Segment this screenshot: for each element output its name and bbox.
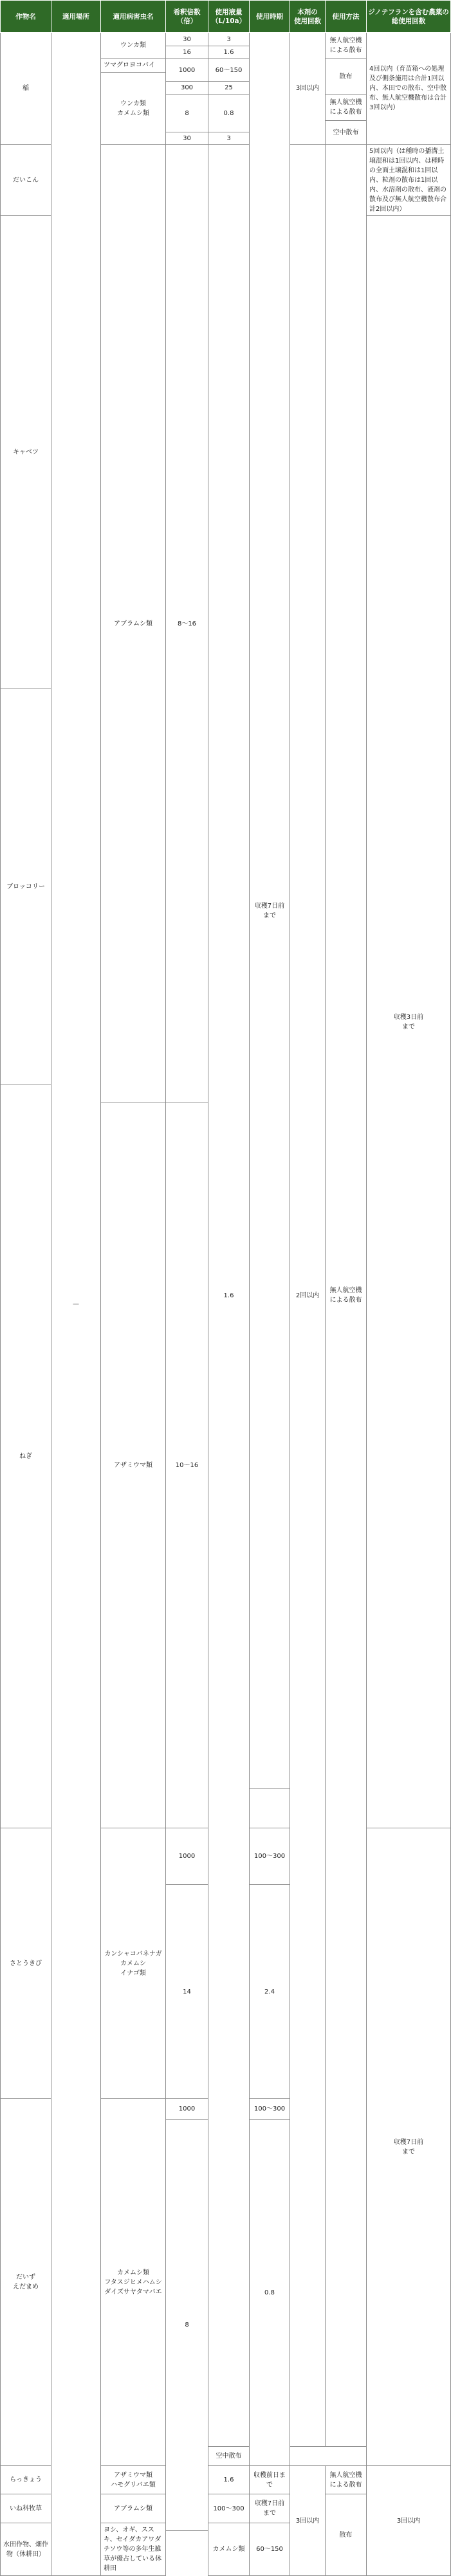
- dilution-cell: 1000: [166, 2099, 208, 2120]
- timing-cell: 収穫7日前 まで: [250, 33, 290, 1789]
- crop-cell: ねぎ: [1, 1085, 51, 1828]
- crop-cell: だいず えだまめ: [1, 2099, 51, 2466]
- header-row: [1, 1, 451, 33]
- pest-cell: ウンカ類 カメムシ類: [101, 73, 166, 145]
- pest-cell: カンシャコバネナガカメムシ イナゴ類: [101, 1828, 166, 2099]
- volume-cell: 1.6: [208, 2466, 250, 2494]
- header-count: 本剤の 使用回数: [290, 1, 326, 33]
- method-cell: 無人航空機 による散布: [326, 2466, 367, 2494]
- pest-cell: カメムシ類 フタスジヒメハムシ ダイズサヤタマバエ: [101, 2099, 166, 2466]
- dilution-cell: 300: [166, 82, 208, 95]
- volume-cell: 100〜300: [250, 2099, 290, 2120]
- volume-cell: 0.8: [208, 95, 250, 132]
- pest-cell: アザミウマ類 ハモグリバエ類: [101, 2466, 166, 2494]
- dilution-cell: 8: [166, 2120, 208, 2531]
- pest-cell: アザミウマ類: [101, 1103, 166, 1828]
- header-pest: 適用病害虫名: [101, 1, 166, 33]
- crop-cell: だいこん: [1, 145, 51, 216]
- header-crop: 作物名: [1, 1, 51, 33]
- crop-cell: いね科牧草: [1, 2494, 51, 2523]
- timing-cell: 収穫前日まで: [250, 2466, 290, 2494]
- method-cell: 無人航空機 による散布: [326, 95, 367, 121]
- dilution-cell: 1000: [166, 59, 208, 82]
- timing-cell: 収穫7日前 まで: [367, 1828, 451, 2466]
- crop-cell: らっきょう: [1, 2466, 51, 2494]
- dilution-cell: 8: [166, 95, 208, 132]
- pest-cell: ウンカ類: [101, 33, 166, 59]
- crop-cell: ブロッコリー: [1, 689, 51, 1085]
- total-cell: 3回以内: [367, 2466, 451, 2576]
- volume-cell: 3: [208, 33, 250, 46]
- timing-cell: 収穫3日前 まで: [367, 216, 451, 1828]
- dilution-cell: 8〜16: [166, 145, 208, 1103]
- count-cell: 3回以内: [290, 2466, 326, 2576]
- method-cell: 散布: [326, 2494, 367, 2576]
- crop-cell: さとうきび: [1, 1828, 51, 2099]
- volume-cell: 25: [208, 82, 250, 95]
- dilution-cell: 14: [166, 1885, 208, 2099]
- total-cell: 5回以内（は種時の播溝土壌混和は1回以内、は種時の全面土壌混和は1回以内、粒剤の散布は1回以内、水溶剤の散布、液剤の散布及び無人航空機散布合計2回以内）: [367, 145, 451, 216]
- method-cell: 無人航空機 による散布: [326, 33, 367, 59]
- method-cell: 散布: [326, 59, 367, 95]
- total-cell: 4回以内（育苗箱への処理及び側条施用は合計1回以内、本田での散布、空中散布、無人航空機散布は合計3回以内）: [367, 33, 451, 145]
- volume-cell: 0.8: [250, 2120, 290, 2466]
- header-method: 使用方法: [326, 1, 367, 33]
- pest-cell: アブラムシ類: [101, 145, 166, 1103]
- dilution-cell: 16: [166, 46, 208, 59]
- method-cell: 空中散布: [208, 2447, 250, 2466]
- volume-cell: 2.4: [250, 1885, 290, 2099]
- table-row: [1, 33, 451, 46]
- method-cell: 空中散布: [326, 121, 367, 145]
- place-cell: —: [51, 33, 101, 2576]
- header-total: ジノテフランを含む農薬の 総使用回数: [367, 1, 451, 33]
- pest-cell: ツマグロヨコバイ: [101, 59, 166, 73]
- volume-cell: 60〜150: [250, 2523, 290, 2576]
- pest-cell: アブラムシ類: [101, 2494, 166, 2523]
- pest-cell: カメムシ類: [208, 2523, 250, 2576]
- dilution-cell: 30: [166, 33, 208, 46]
- header-volume: 使用液量 （L/10a）: [208, 1, 250, 33]
- dilution-cell: 1000: [166, 1828, 208, 1885]
- header-place: 適用場所: [51, 1, 101, 33]
- crop-cell: 水田作物、畑作物（休耕田）: [1, 2523, 51, 2576]
- place-cell: ヨシ、オギ、ススキ、セイダカアワダチソウ等の多年生雑草が優占している休耕田: [101, 2523, 166, 2576]
- volume-cell: 60〜150: [208, 59, 250, 82]
- crop-cell: キャベツ: [1, 216, 51, 689]
- count-cell: 2回以内: [290, 145, 326, 2447]
- volume-cell: 100〜300: [208, 2494, 250, 2523]
- dilution-cell: 30: [166, 132, 208, 145]
- volume-cell: 100〜300: [250, 1828, 290, 1885]
- method-cell: 無人航空機 による散布: [326, 145, 367, 2447]
- header-timing: 使用時期: [250, 1, 290, 33]
- header-dilution: 希釈倍数 （倍）: [166, 1, 208, 33]
- dilution-cell: 10〜16: [166, 1103, 208, 1828]
- timing-cell: 収穫7日前 まで: [250, 2494, 290, 2523]
- volume-cell: 1.6: [208, 145, 250, 2447]
- crop-cell: 稲: [1, 33, 51, 145]
- volume-cell: 1.6: [208, 46, 250, 59]
- volume-cell: 3: [208, 132, 250, 145]
- count-cell: 3回以内: [290, 33, 326, 145]
